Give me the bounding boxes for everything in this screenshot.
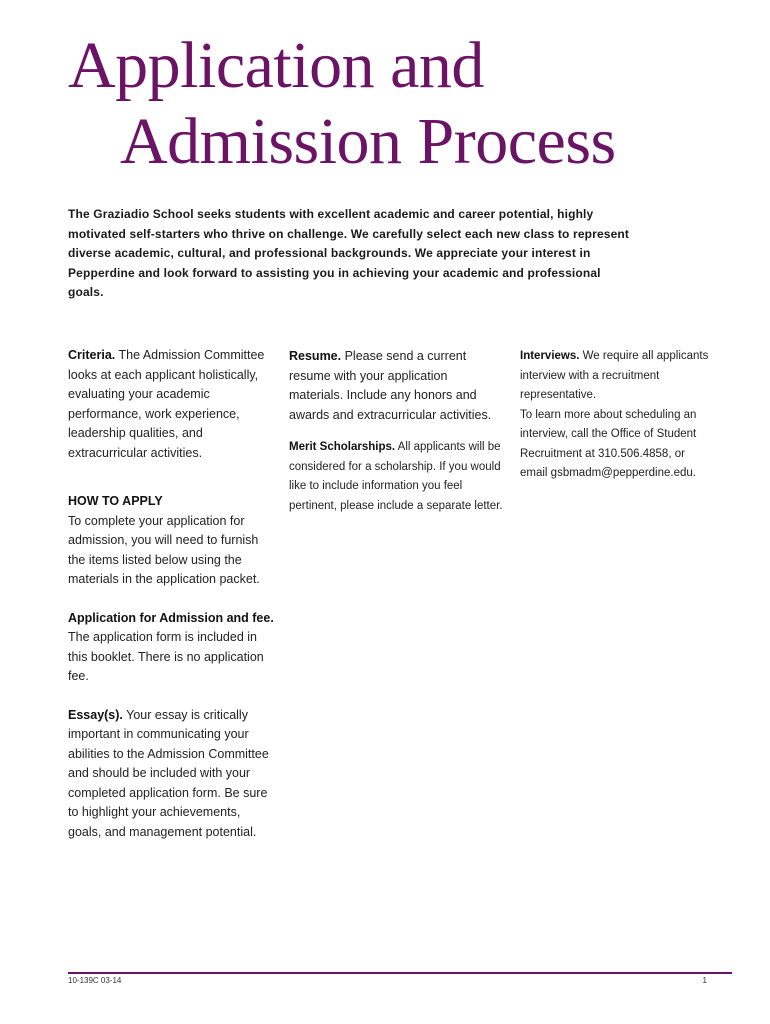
criteria-section [68,346,276,463]
application-heading: Application for Admission and fee. [68,610,274,625]
application-text: The application form is included in this booklet. There is no application fee. [68,630,264,683]
criteria-text: The Admission Committee looks at each applicant holistically, evaluating your academic performance, work experience, leadership qualities, and extracurricular activities. [68,348,265,460]
essays-text: Your essay is critically important in communicating your abilities to the Admission Committee and should be included with your completed application form. Be sure to highlight your achievements, goals, and management potential. [68,707,269,839]
intro-paragraph: The Graziadio School seeks students with excellent academic and career potential, highly motivated self-starters who thrive on challenge. We carefully select each new class to represent diverse academic, cultural, and professional backgrounds. We appreciate your interest in Pepperdine and look forward to assisting you in achieving your academic and professional goals. [68,207,630,299]
page-title-line-2: Admission Process [120,105,616,178]
merit-text: All applicants will be considered for a scholarship. If you would like to include information you feel pertinent, please include a separate letter. [289,441,503,512]
interviews-text: We require all applicants interview with a recruitment representative. [520,350,709,401]
merit-section [289,438,504,516]
criteria-heading: Criteria. [68,348,116,362]
merit-heading: Merit Scholarships. [289,441,396,453]
resume-heading: Resume. [289,349,342,363]
footer-page-number: 1 [702,976,707,985]
how-to-apply-heading: HOW TO APPLY [68,494,163,508]
interviews-section [520,347,710,406]
column-middle [289,347,504,516]
essays-heading: Essay(s). [68,707,123,722]
footer-document-code: 10-139C 03-14 [68,976,122,985]
resume-section [289,347,504,425]
page-title [68,28,616,180]
application-section [68,609,276,687]
resume-text: Please send a current resume with your application materials. Include any honors and awards and extracurricular activities. [289,349,492,422]
column-left [68,346,276,842]
interviews-heading: Interviews. [520,350,580,362]
column-right [520,347,710,484]
footer-divider [68,972,732,974]
page-title-line-1: Application and [68,29,484,102]
how-to-apply-text: To complete your application for admission, you will need to furnish the items listed below using the materials in the application packet. [68,513,260,586]
learn-more-text: To learn more about scheduling an interview, call the Office of Student Recruitment at 310.506.4858, or email gsbmadm@pepperdine.edu. [520,408,697,479]
essays-section [68,706,276,843]
